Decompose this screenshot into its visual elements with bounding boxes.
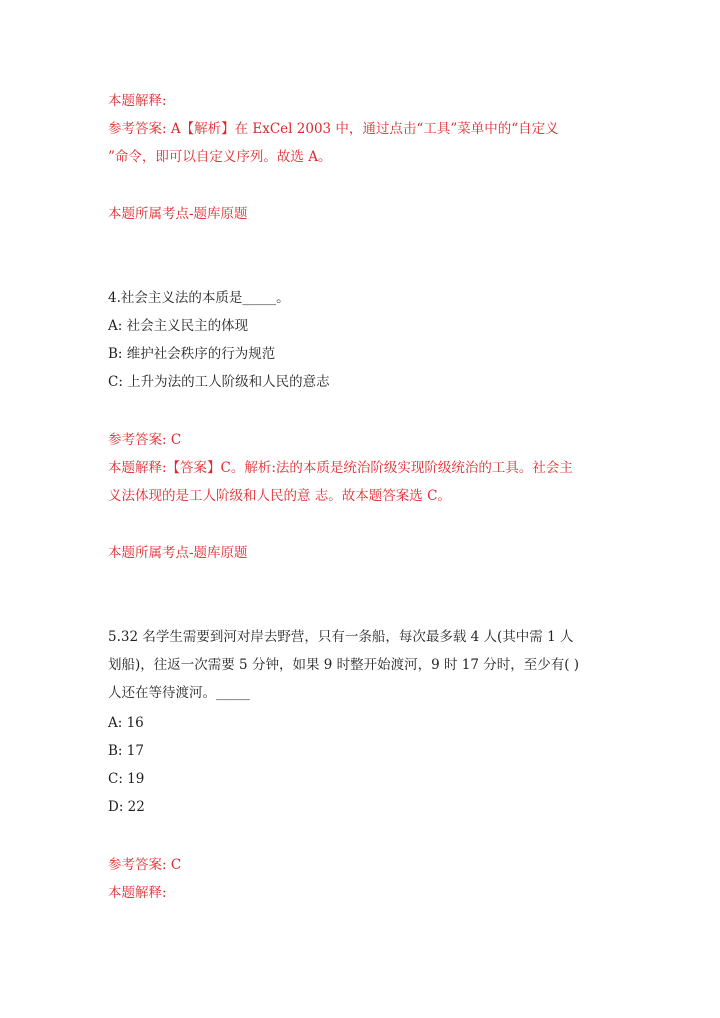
explanation-label: 本题解释:	[108, 885, 167, 901]
option-a: A: 社会主义民主的体现	[108, 318, 249, 334]
question-stem: 4.社会主义法的本质是_____。	[108, 290, 290, 306]
answer-label: 参考答案: C	[108, 857, 182, 873]
option-a: A: 16	[108, 715, 144, 731]
explanation-text-line: 义法体现的是工人阶级和人民的意 志。故本题答案选 C。	[108, 488, 451, 504]
answer-text-line: 参考答案: A【解析】在 ExCel 2003 中，通过点击“工具”菜单中的“自定义	[108, 121, 559, 137]
answer-label: 参考答案: C	[108, 432, 182, 448]
option-d: D: 22	[108, 799, 145, 815]
option-b: B: 维护社会秩序的行为规范	[108, 346, 276, 362]
option-c: C: 上升为法的工人阶级和人民的意志	[108, 374, 330, 390]
explanation-text-line: 本题解释:【答案】C。解析:法的本质是统治阶级实现阶级统治的工具。社会主	[108, 460, 573, 476]
source-label: 本题所属考点-题库原题	[108, 206, 248, 222]
answer-text-line: ”命令，即可以自定义序列。故选 A。	[108, 149, 332, 165]
source-label: 本题所属考点-题库原题	[108, 545, 248, 561]
question-stem-line: 划船)，往返一次需要 5 分钟，如果 9 时整开始渡河，9 时 17 分时，至少有( )	[108, 657, 580, 673]
question-stem-line: 5.32 名学生需要到河对岸去野营，只有一条船，每次最多载 4 人(其中需 1 人	[108, 629, 574, 645]
explanation-label: 本题解释:	[108, 93, 167, 109]
option-b: B: 17	[108, 743, 144, 759]
option-c: C: 19	[108, 771, 145, 787]
question-stem-line: 人还在等待渡河。_____	[108, 685, 250, 701]
